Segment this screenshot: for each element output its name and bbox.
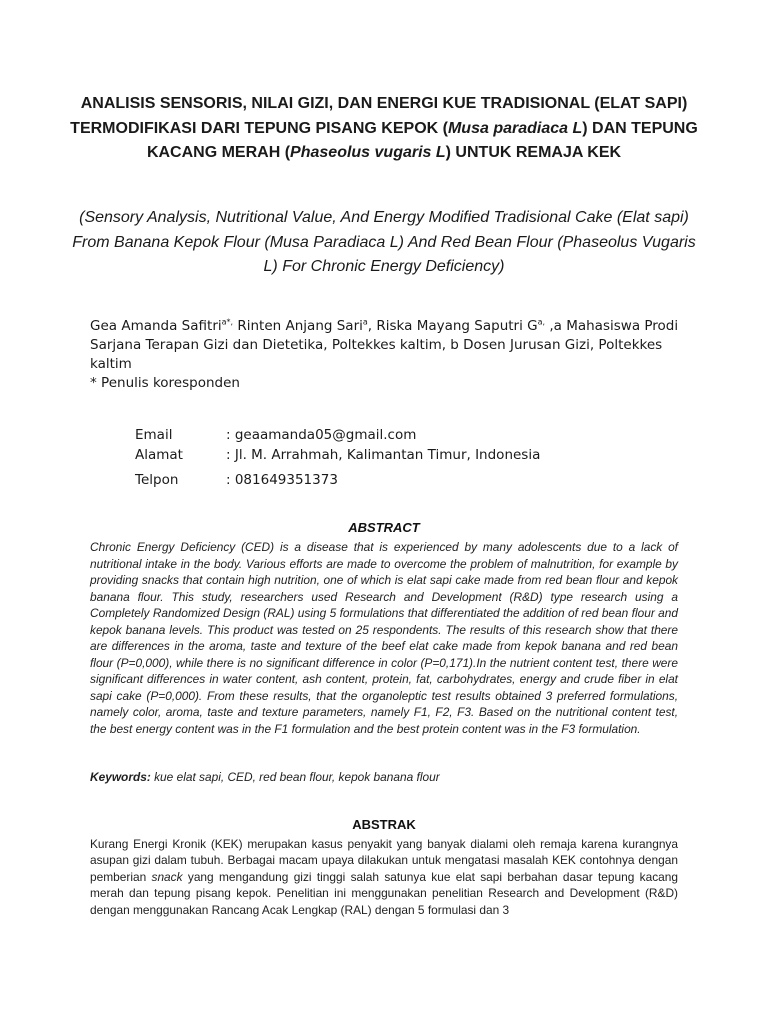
keywords-line <box>90 770 440 784</box>
title-part-2: ) DAN TEPUNG KACANG MERAH ( <box>146 119 698 161</box>
author-block <box>90 317 690 393</box>
title-species-2: Phaseolus vugaris L <box>290 144 446 161</box>
contact-label: Telpon <box>135 472 179 488</box>
contact-value: : Jl. M. Arrahmah, Kalimantan Timur, Indonesia <box>226 447 541 463</box>
corresponding-note: * Penulis koresponden <box>90 375 240 391</box>
abstract-text: Chronic Energy Deficiency (CED) is a disease that is experienced by many adolescents due to a lack of nutritional intake in the body. Various efforts are made to overcome the problem of malnutrition, for example by providing snacks that contain high nutrition, one of which is elat sapi cake made from red bean flour and kepok banana flour. This study, researchers used Research and Development (R&D) type research using a Completely Randomized Design (RAL) using 5 formulations that differentiated the addition of red bean flour and kepok banana levels. This product was tested on 25 respondents. The results of this research show that there are differences in the aroma, taste and texture of the beef elat cake made from kepok banana and red bean flour (P=0,000), while there is no significant difference in color (P=0,171).In the nutrient content test, there were significant differences in water content, ash content, protein, fat, carbohydrates, energy and crude fiber in elat sapi cake (P=0,000). From these results, that the organoleptic test results obtained 3 preferred formulations, namely color, aroma, taste and texture parameters, namely F1, F2, F3. Based on the nutritional content test, the best energy content was in the F1 formulation and the best protein content was in the F3 formulation. <box>90 540 678 736</box>
abstrak-heading: ABSTRAK <box>352 817 416 832</box>
author-1-marker: a*, <box>221 317 234 327</box>
author-2: Rinten Anjang Sari <box>233 318 363 334</box>
author-3: , Riska Mayang Saputri G <box>367 318 538 334</box>
contact-value: : geaamanda05@gmail.com <box>226 427 417 443</box>
abstract-heading: ABSTRACT <box>348 520 420 535</box>
author-2-marker: a <box>362 317 368 327</box>
keywords-label: Keywords: <box>90 770 151 784</box>
contact-value: : 081649351373 <box>226 472 338 488</box>
title-part-3: ) UNTUK REMAJA KEK <box>445 144 622 161</box>
paper-title <box>70 92 698 166</box>
title-part-1: ANALISIS SENSORIS, NILAI GIZI, DAN ENERGI KUE TRADISIONAL (ELAT SAPI) TERMODIFIKASI DARI TEPUNG PISANG KEPOK ( <box>70 95 688 137</box>
author-3-marker: a, <box>537 317 546 327</box>
abstrak-text-part-1: Kurang Energi Kronik (KEK) merupakan kasus penyakit yang banyak dialami oleh remaja karena kurangnya asupan gizi dalam tubuh. Berbagai macam upaya dilakukan untuk mengatasi masalah KEK contohnya dengan pemberian <box>90 837 678 884</box>
abstrak-text-part-2: yang mengandung gizi tinggi salah satunya kue elat sapi berbahan dasar tepung kacang merah dan tepung pisang kepok. Penelitian ini menggunakan penelitian Research and Development (R&D) dengan menggunakan Rancang Acak Lengkap (RAL) dengan 5 formulasi dan 3 <box>90 869 678 917</box>
contact-label: Alamat <box>135 447 183 463</box>
title-species-1: Musa paradiaca L <box>447 119 583 137</box>
author-1: Gea Amanda Safitri <box>90 318 222 334</box>
english-title: (Sensory Analysis, Nutritional Value, And Energy Modified Tradisional Cake (Elat sapi) From Banana Kepok Flour (Musa Paradiaca L) And Red Bean Flour (Phaseolus Vugaris L) For Chronic Energy Deficiency) <box>72 209 696 275</box>
abstrak-italic-word: snack <box>151 869 183 884</box>
contact-label: Email <box>135 427 173 443</box>
affiliation: ,a Mahasiswa Prodi Sarjana Terapan Gizi dan Dietetika, Poltekkes kaltim, b Dosen Jurusan Gizi, Poltekkes kaltim <box>90 318 679 372</box>
abstrak-text <box>90 836 678 918</box>
keywords-text: kue elat sapi, CED, red bean flour, kepok banana flour <box>150 770 440 784</box>
